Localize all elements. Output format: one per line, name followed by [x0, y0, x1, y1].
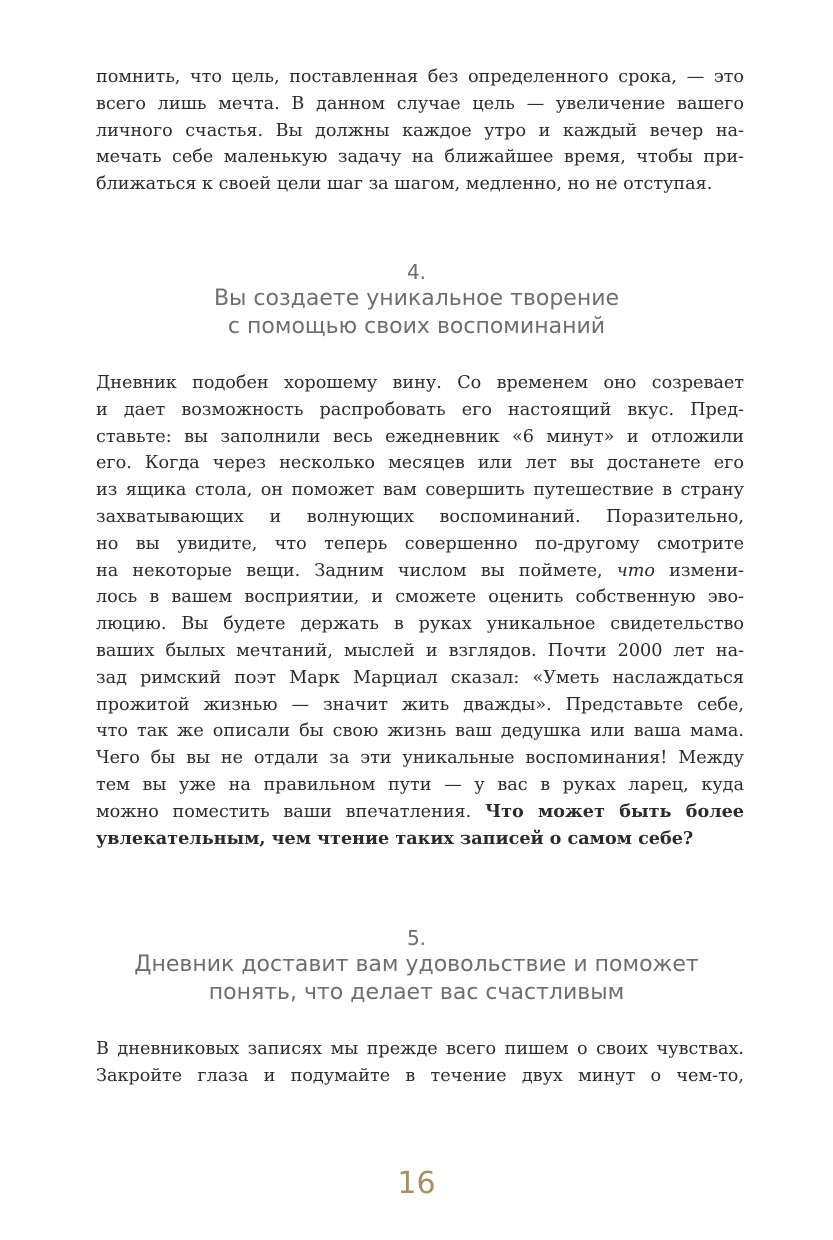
text-line: люцию. Вы будете держать в руках уникальное свидетельство — [96, 614, 744, 635]
heading-line: с помощью своих воспоминаний — [227, 314, 606, 339]
italic-word: что — [616, 560, 656, 581]
bold-phrase: увлекательным, чем чтение таких записей о самом себе? — [96, 827, 694, 849]
text-line: ваших былых мечтаний, мыслей и взглядов. Почти 2000 лет на- — [96, 640, 744, 661]
text-line — [96, 558, 744, 585]
text-line: ставьте: вы заполнили весь ежедневник «6 минут» и отложили — [96, 426, 744, 447]
section-5-number: 5. — [406, 926, 427, 950]
text-line: Закройте глаза и подумайте в течение двух минут о чем-то, — [96, 1065, 744, 1086]
text-line: всего лишь мечта. В данном случае цель — увеличение вашего — [96, 93, 744, 114]
text-line: зад римский поэт Марк Марциал сказал: «Уметь наслаждаться — [96, 667, 744, 688]
intro-paragraph — [96, 64, 744, 198]
text-line: ближаться к своей цели шаг за шагом, медленно, но не отступая. — [96, 174, 713, 195]
section-5-paragraph — [96, 1036, 744, 1090]
text-line: Чего бы вы не отдали за эти уникальные воспоминания! Между — [96, 748, 744, 769]
section-4-paragraph — [96, 370, 744, 852]
text-line: из ящика стола, он поможет вам совершить путешествие в страну — [96, 480, 744, 501]
text-line: лось в вашем восприятии, и сможете оценить собственную эво- — [96, 587, 744, 608]
section-4-number: 4. — [406, 260, 427, 284]
heading-line: понять, что делает вас счастливым — [208, 980, 625, 1005]
section-4-heading — [0, 285, 833, 341]
text-line: что так же описали бы свою жизнь ваш дедушка или ваша мама. — [96, 721, 744, 742]
text-line: прожитой жизнью — значит жить дважды». Представьте себе, — [96, 694, 744, 715]
text-line: В дневниковых записях мы прежде всего пишем о своих чувствах. — [96, 1039, 744, 1059]
text-line: мечать себе маленькую задачу на ближайшее время, чтобы при- — [96, 147, 744, 168]
text-line: тем вы уже на правильном пути — у вас в руках ларец, куда — [96, 774, 744, 795]
text-line: личного счастья. Вы должны каждое утро и каждый вечер на- — [96, 120, 744, 141]
text-line: Дневник подобен хорошему вину. Со временем оно созревает — [96, 373, 744, 393]
text-run: можно поместить ваши впечатления. — [96, 801, 486, 822]
heading-line: Вы создаете уникальное творение — [213, 286, 620, 311]
text-line — [96, 799, 744, 826]
page-number: 16 — [397, 1166, 436, 1201]
text-line: его. Когда через несколько месяцев или лет вы достанете его — [96, 453, 744, 474]
text-line: и дает возможность распробовать его настоящий вкус. Пред- — [96, 399, 744, 420]
text-line: но вы увидите, что теперь совершенно по-другому смотрите — [96, 533, 744, 554]
section-5-heading — [0, 951, 833, 1007]
heading-line: Дневник доставит вам удовольствие и поможет — [134, 952, 699, 977]
text-line: помнить, что цель, поставленная без определенного срока, — это — [96, 67, 744, 87]
text-run: измени- — [655, 560, 744, 581]
text-line: захватывающих и волнующих воспоминаний. Поразительно, — [96, 506, 744, 527]
text-run: на некоторые вещи. Задним числом вы поймете, — [96, 560, 617, 581]
bold-phrase: Что может быть более — [485, 800, 744, 822]
